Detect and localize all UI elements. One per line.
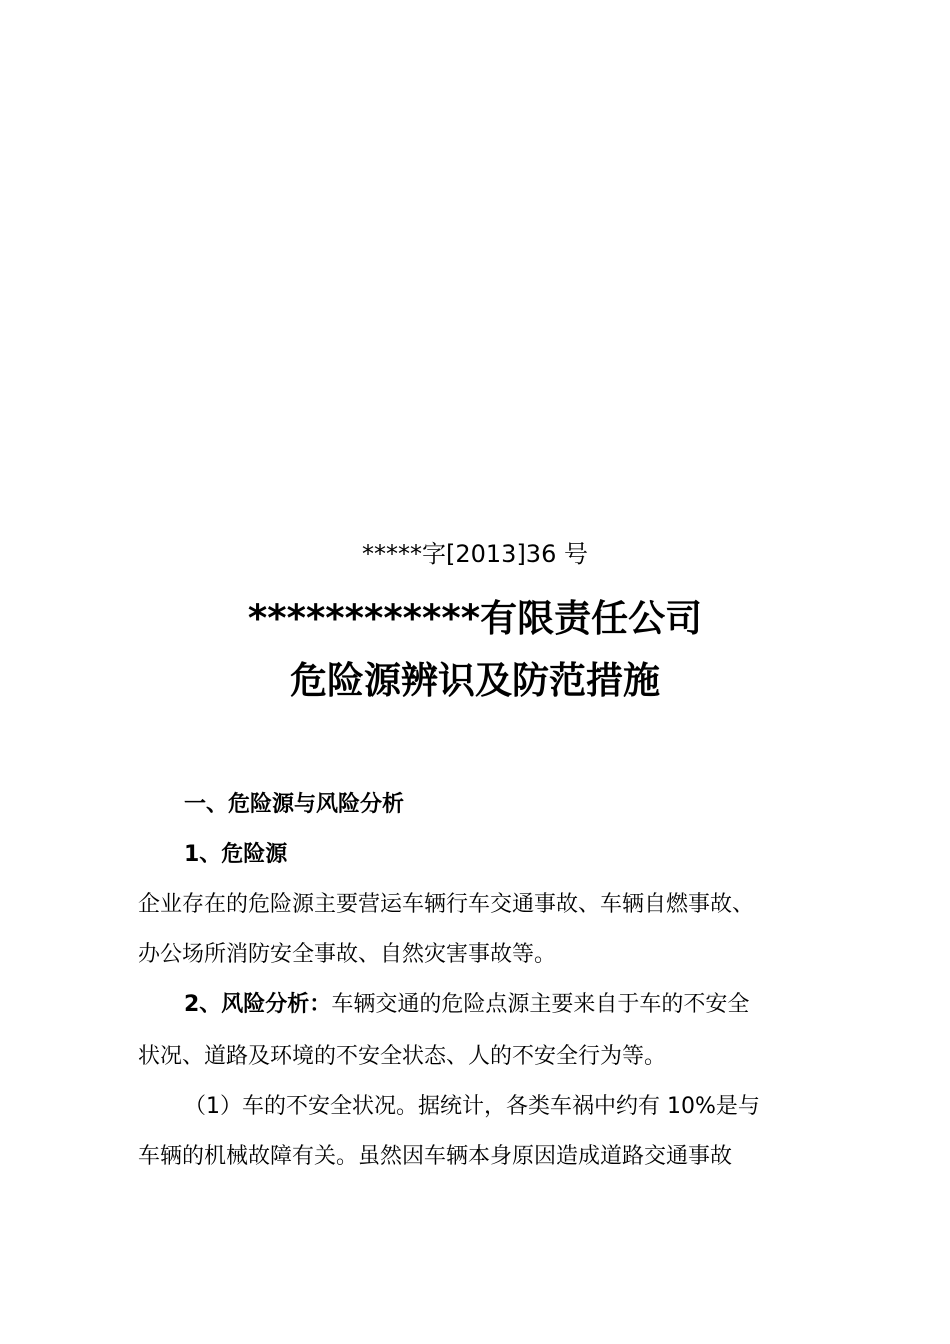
paragraph-hazard-line-1: 企业存在的危险源主要营运车辆行车交通事故、车辆自燃事故、	[138, 892, 755, 917]
subheading-hazard-sources: 1、危险源	[184, 842, 288, 867]
paragraph-vehicle-condition-line-2: 车辆的机械故障有关。虽然因车辆本身原因造成道路交通事故	[138, 1144, 733, 1169]
document-title-company: ************有限责任公司	[247, 597, 703, 640]
risk-analysis-label: 2、风险分析：	[184, 992, 332, 1017]
paragraph-hazard-line-2: 办公场所消防安全事故、自然灾害事故等。	[138, 942, 557, 967]
risk-analysis-text: 车辆交通的危险点源主要来自于车的不安全	[331, 992, 750, 1017]
document-number: *****字[2013]36 号	[362, 540, 588, 568]
section-heading-risk-analysis: 一、危险源与风险分析	[184, 792, 405, 817]
paragraph-risk-analysis-line-1	[184, 988, 749, 1022]
paragraph-vehicle-condition-line-1: （1）车的不安全状况。据统计，各类车祸中约有 10%是与	[184, 1094, 760, 1119]
document-title-subject: 危险源辨识及防范措施	[290, 659, 660, 702]
paragraph-risk-analysis-line-2: 状况、道路及环境的不安全状态、人的不安全行为等。	[138, 1044, 667, 1069]
